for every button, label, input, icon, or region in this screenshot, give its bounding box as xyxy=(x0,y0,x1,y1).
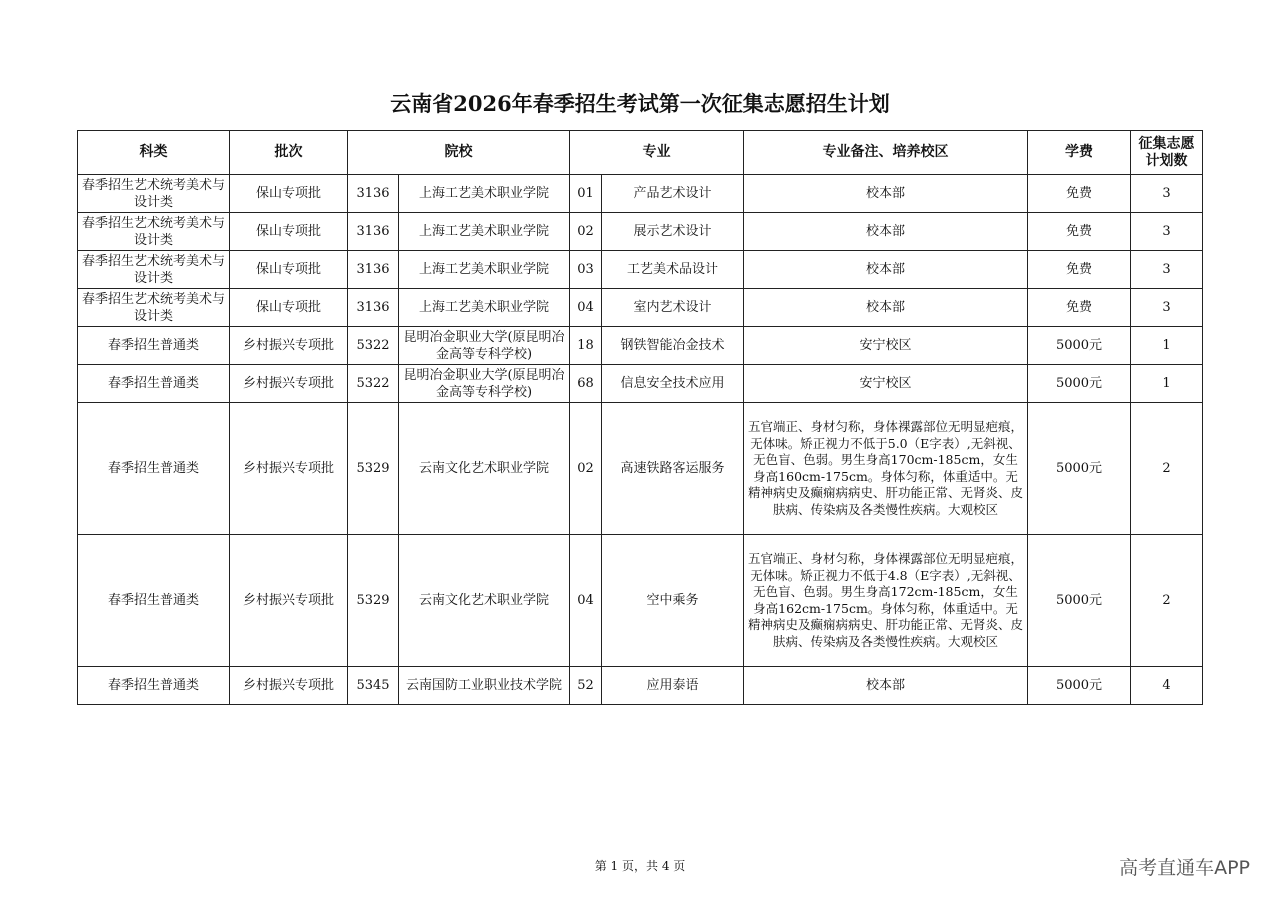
batch-cell: 乡村振兴专项批 xyxy=(230,365,348,403)
major-code-cell: 02 xyxy=(570,213,602,251)
major-code-cell: 68 xyxy=(570,365,602,403)
remark-cell: 安宁校区 xyxy=(744,327,1028,365)
header-remark: 专业备注、培养校区 xyxy=(744,131,1028,175)
school-name-cell: 上海工艺美术职业学院 xyxy=(399,251,570,289)
batch-cell: 保山专项批 xyxy=(230,175,348,213)
major-name-cell: 工艺美术品设计 xyxy=(602,251,744,289)
category-cell: 春季招生普通类 xyxy=(78,327,230,365)
table-row xyxy=(78,251,1203,289)
school-code-cell: 5329 xyxy=(348,403,399,535)
remark-cell: 校本部 xyxy=(744,251,1028,289)
table-header-row xyxy=(78,131,1203,175)
major-code-cell: 04 xyxy=(570,289,602,327)
school-name-cell: 上海工艺美术职业学院 xyxy=(399,289,570,327)
school-code-cell: 3136 xyxy=(348,213,399,251)
plan-count-cell: 3 xyxy=(1131,251,1203,289)
tuition-cell: 免费 xyxy=(1028,213,1131,251)
remark-cell: 校本部 xyxy=(744,289,1028,327)
table-row xyxy=(78,289,1203,327)
major-name-cell: 室内艺术设计 xyxy=(602,289,744,327)
batch-cell: 保山专项批 xyxy=(230,251,348,289)
header-category: 科类 xyxy=(78,131,230,175)
major-code-cell: 02 xyxy=(570,403,602,535)
major-name-cell: 展示艺术设计 xyxy=(602,213,744,251)
remark-cell: 安宁校区 xyxy=(744,365,1028,403)
plan-count-cell: 3 xyxy=(1131,289,1203,327)
batch-cell: 保山专项批 xyxy=(230,213,348,251)
major-name-cell: 钢铁智能冶金技术 xyxy=(602,327,744,365)
table-row xyxy=(78,535,1203,667)
table-row xyxy=(78,175,1203,213)
batch-cell: 乡村振兴专项批 xyxy=(230,535,348,667)
school-name-cell: 昆明冶金职业大学(原昆明冶金高等专科学校) xyxy=(399,365,570,403)
tuition-cell: 5000元 xyxy=(1028,365,1131,403)
category-cell: 春季招生艺术统考美术与设计类 xyxy=(78,175,230,213)
page-title: 云南省2026年春季招生考试第一次征集志愿招生计划 xyxy=(390,91,890,116)
major-code-cell: 03 xyxy=(570,251,602,289)
plan-count-cell: 2 xyxy=(1131,403,1203,535)
table-row xyxy=(78,327,1203,365)
tuition-cell: 免费 xyxy=(1028,251,1131,289)
tuition-cell: 5000元 xyxy=(1028,327,1131,365)
remark-cell: 校本部 xyxy=(744,175,1028,213)
category-cell: 春季招生普通类 xyxy=(78,535,230,667)
school-code-cell: 5322 xyxy=(348,365,399,403)
header-school: 院校 xyxy=(348,131,570,175)
category-cell: 春季招生普通类 xyxy=(78,365,230,403)
major-name-cell: 产品艺术设计 xyxy=(602,175,744,213)
header-plan: 征集志愿计划数 xyxy=(1131,131,1203,175)
header-tuition: 学费 xyxy=(1028,131,1131,175)
table-row xyxy=(78,403,1203,535)
plan-count-cell: 1 xyxy=(1131,365,1203,403)
table-row xyxy=(78,365,1203,403)
tuition-cell: 免费 xyxy=(1028,175,1131,213)
major-code-cell: 04 xyxy=(570,535,602,667)
plan-count-cell: 2 xyxy=(1131,535,1203,667)
category-cell: 春季招生艺术统考美术与设计类 xyxy=(78,213,230,251)
remark-cell: 五官端正、身材匀称，身体裸露部位无明显疤痕，无体味。矫正视力不低于5.0（E字表）,无斜视、无色盲、色弱。男生身高170cm-185cm，女生身高160cm-175cm。身体匀称，体重适中。无精神病史及癫痫病病史、肝功能正常、无肾炎、皮肤病、传染病及各类慢性疾病。大观校区 xyxy=(744,403,1028,535)
batch-cell: 乡村振兴专项批 xyxy=(230,327,348,365)
header-major: 专业 xyxy=(570,131,744,175)
school-name-cell: 昆明冶金职业大学(原昆明冶金高等专科学校) xyxy=(399,327,570,365)
tuition-cell: 免费 xyxy=(1028,289,1131,327)
enrollment-plan-table xyxy=(77,130,1203,705)
school-code-cell: 5329 xyxy=(348,535,399,667)
major-code-cell: 01 xyxy=(570,175,602,213)
school-code-cell: 3136 xyxy=(348,251,399,289)
school-name-cell: 云南文化艺术职业学院 xyxy=(399,403,570,535)
major-code-cell: 18 xyxy=(570,327,602,365)
school-code-cell: 5322 xyxy=(348,327,399,365)
plan-count-cell: 4 xyxy=(1131,667,1203,705)
remark-cell: 校本部 xyxy=(744,667,1028,705)
category-cell: 春季招生艺术统考美术与设计类 xyxy=(78,289,230,327)
school-code-cell: 3136 xyxy=(348,289,399,327)
plan-count-cell: 3 xyxy=(1131,213,1203,251)
category-cell: 春季招生普通类 xyxy=(78,403,230,535)
table-row xyxy=(78,667,1203,705)
tuition-cell: 5000元 xyxy=(1028,535,1131,667)
plan-count-cell: 1 xyxy=(1131,327,1203,365)
major-name-cell: 应用泰语 xyxy=(602,667,744,705)
remark-cell: 五官端正、身材匀称，身体裸露部位无明显疤痕，无体味。矫正视力不低于4.8（E字表）,无斜视、无色盲、色弱。男生身高172cm-185cm，女生身高162cm-175cm。身体匀称，体重适中。无精神病史及癫痫病病史、肝功能正常、无肾炎、皮肤病、传染病及各类慢性疾病。大观校区 xyxy=(744,535,1028,667)
tuition-cell: 5000元 xyxy=(1028,403,1131,535)
category-cell: 春季招生普通类 xyxy=(78,667,230,705)
tuition-cell: 5000元 xyxy=(1028,667,1131,705)
remark-cell: 校本部 xyxy=(744,213,1028,251)
batch-cell: 乡村振兴专项批 xyxy=(230,667,348,705)
major-name-cell: 空中乘务 xyxy=(602,535,744,667)
batch-cell: 乡村振兴专项批 xyxy=(230,403,348,535)
page-number: 第 1 页，共 4 页 xyxy=(594,859,686,873)
major-name-cell: 信息安全技术应用 xyxy=(602,365,744,403)
school-name-cell: 上海工艺美术职业学院 xyxy=(399,175,570,213)
school-code-cell: 5345 xyxy=(348,667,399,705)
batch-cell: 保山专项批 xyxy=(230,289,348,327)
school-name-cell: 云南国防工业职业技术学院 xyxy=(399,667,570,705)
watermark: 高考直通车APP xyxy=(1119,857,1250,879)
school-code-cell: 3136 xyxy=(348,175,399,213)
table-row xyxy=(78,213,1203,251)
plan-count-cell: 3 xyxy=(1131,175,1203,213)
header-batch: 批次 xyxy=(230,131,348,175)
school-name-cell: 云南文化艺术职业学院 xyxy=(399,535,570,667)
major-code-cell: 52 xyxy=(570,667,602,705)
school-name-cell: 上海工艺美术职业学院 xyxy=(399,213,570,251)
major-name-cell: 高速铁路客运服务 xyxy=(602,403,744,535)
category-cell: 春季招生艺术统考美术与设计类 xyxy=(78,251,230,289)
